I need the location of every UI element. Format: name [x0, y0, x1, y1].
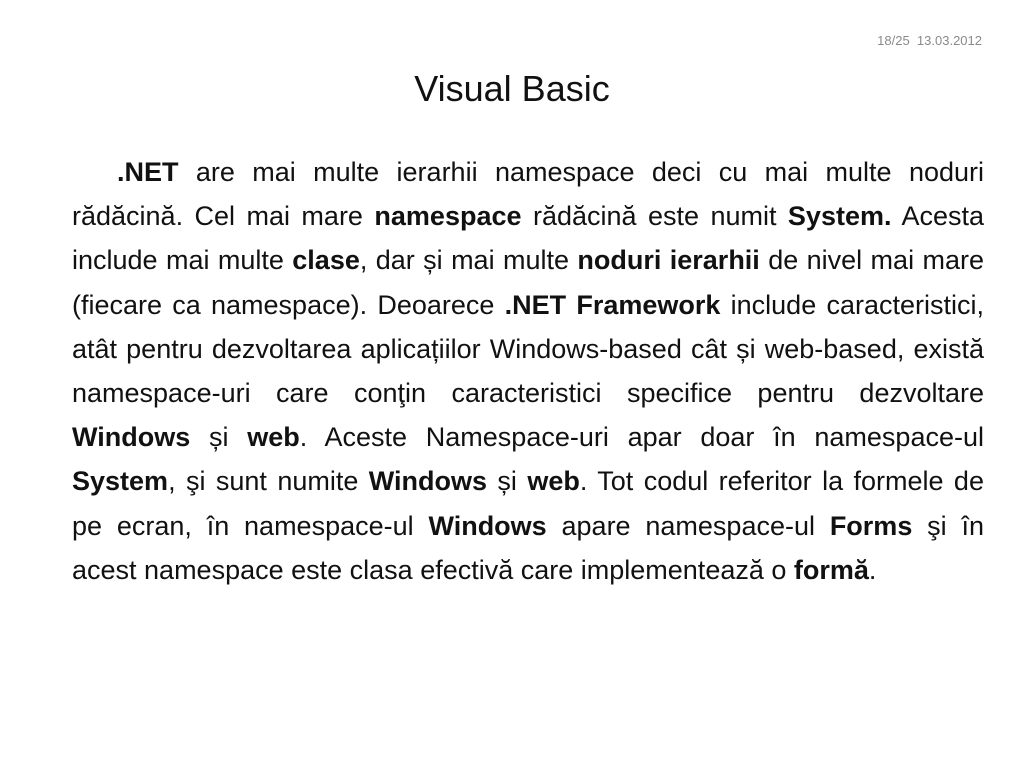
- text-run: și: [190, 422, 248, 453]
- bold-run: System.: [787, 201, 892, 232]
- slide-date: 13.03.2012: [916, 33, 982, 48]
- text-run: de nivel mai mare (fiecare ca namespace). Deoarece: [72, 245, 984, 320]
- text-run: , dar și mai multe: [359, 245, 578, 276]
- text-run: rădăcină este numit: [521, 201, 788, 232]
- bold-run: .NET: [117, 157, 179, 187]
- text-run: apare namespace-ul: [546, 510, 830, 541]
- bold-run: namespace: [374, 201, 522, 232]
- bold-run: System: [72, 466, 169, 497]
- text-run: Acesta include mai multe: [72, 201, 984, 276]
- bold-run: formă: [793, 554, 869, 585]
- slide-title: Visual Basic: [414, 68, 610, 109]
- text-run: , şi sunt numite: [168, 466, 369, 497]
- text-run: include caracteristici, atât pentru dezvoltarea aplicațiilor Windows-based cât și web-based, există namespace-uri care conţin caracteristici specifice pentru dezvoltare: [72, 289, 984, 409]
- slide-meta: [877, 33, 982, 48]
- text-run: .: [868, 554, 877, 585]
- bold-run: Forms: [829, 510, 913, 541]
- bold-run: noduri ierarhii: [577, 245, 760, 276]
- bold-run: .NET Framework: [504, 289, 721, 320]
- text-run: . Tot codul referitor la formele de pe ecran, în namespace-ul: [72, 466, 984, 541]
- bold-run: Windows: [368, 466, 488, 497]
- slide-counter: 18/25: [877, 33, 910, 48]
- body-paragraph: [72, 150, 984, 592]
- bold-run: web: [247, 422, 300, 453]
- bold-run: web: [527, 466, 580, 497]
- text-run: . Aceste Namespace-uri apar doar în namespace-ul: [299, 422, 984, 453]
- bold-run: clase: [292, 245, 360, 276]
- bold-run: Windows: [428, 510, 547, 541]
- bold-run: Windows: [72, 422, 191, 453]
- text-run: şi în acest namespace este clasa efectivă care implementează o: [72, 510, 984, 585]
- text-run: are mai multe ierarhii namespace deci cu mai multe noduri rădăcină. Cel mai mare: [72, 157, 984, 232]
- text-run: și: [487, 466, 528, 497]
